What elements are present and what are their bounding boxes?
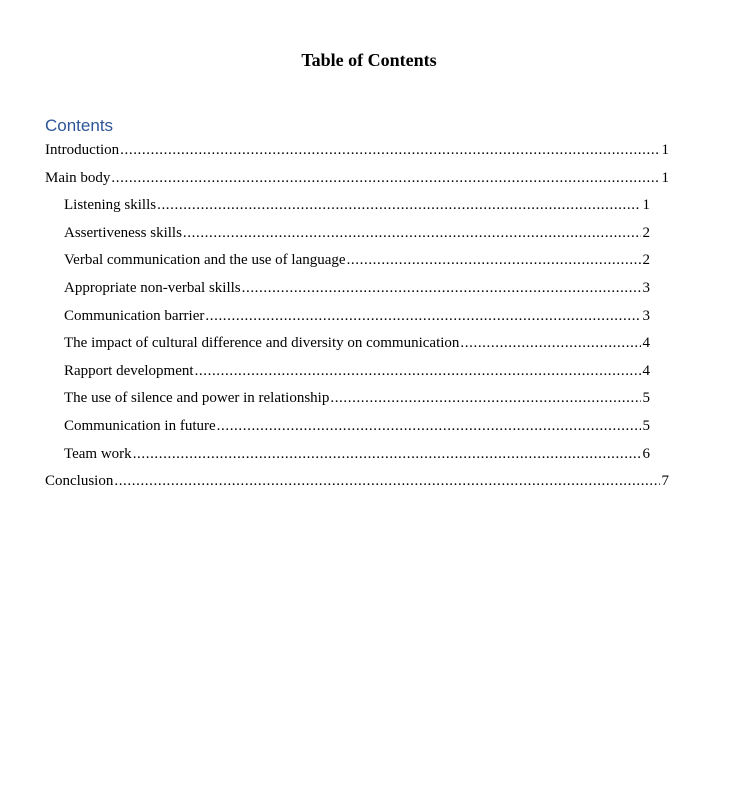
toc-entry-page-number: 4 bbox=[642, 335, 650, 352]
toc-entry-row bbox=[64, 387, 650, 409]
dot-leader bbox=[330, 387, 640, 409]
toc-entry-title: Appropriate non-verbal skills bbox=[64, 279, 241, 296]
toc-entry[interactable] bbox=[64, 222, 650, 250]
toc-entry-title: Main body bbox=[45, 169, 111, 186]
dot-leader bbox=[205, 305, 640, 327]
toc-entry-row bbox=[45, 167, 669, 189]
toc-entry[interactable] bbox=[64, 387, 650, 415]
toc-entry-page-number: 6 bbox=[642, 445, 650, 462]
dot-leader bbox=[111, 167, 659, 189]
toc-entry-title: Assertiveness skills bbox=[64, 224, 182, 241]
toc-entry[interactable] bbox=[64, 277, 650, 305]
dot-leader bbox=[183, 222, 641, 244]
dot-leader bbox=[157, 194, 640, 216]
toc-entry-title: Listening skills bbox=[64, 197, 157, 214]
toc-entry-page-number: 1 bbox=[661, 142, 669, 158]
toc-entry[interactable] bbox=[64, 443, 650, 471]
toc-entry[interactable] bbox=[64, 415, 650, 443]
toc-entry[interactable] bbox=[64, 360, 650, 388]
toc-entry[interactable] bbox=[64, 332, 650, 360]
dot-leader bbox=[347, 249, 641, 271]
toc-entry-row bbox=[64, 415, 650, 437]
toc-entry-title: Team work bbox=[64, 445, 132, 462]
toc-entry-title: Rapport development bbox=[64, 362, 194, 379]
toc-entry[interactable] bbox=[45, 167, 669, 195]
toc-entry-row bbox=[64, 443, 650, 465]
dot-leader bbox=[195, 360, 641, 382]
toc-entry-row bbox=[64, 194, 650, 216]
toc-entry-title: The impact of cultural difference and diversity on communication bbox=[64, 335, 460, 352]
toc-entry-page-number: 3 bbox=[642, 307, 650, 324]
dot-leader bbox=[217, 415, 641, 437]
table-of-contents bbox=[0, 139, 738, 498]
toc-entry-page-number: 4 bbox=[642, 362, 650, 379]
toc-entry-row bbox=[45, 470, 669, 492]
toc-entry-page-number: 3 bbox=[642, 279, 650, 296]
toc-entry-page-number: 7 bbox=[661, 473, 669, 490]
toc-entry-page-number: 2 bbox=[642, 224, 650, 241]
toc-entry[interactable] bbox=[64, 305, 650, 333]
dot-leader bbox=[133, 443, 641, 465]
toc-entry[interactable] bbox=[64, 194, 650, 222]
toc-entry-row bbox=[64, 222, 650, 244]
toc-entry-row bbox=[64, 277, 650, 299]
toc-entry-row bbox=[64, 249, 650, 271]
toc-entry-title: Conclusion bbox=[45, 473, 114, 490]
toc-entry[interactable] bbox=[64, 249, 650, 277]
toc-entry-title: Communication in future bbox=[64, 417, 216, 434]
toc-entry-title: The use of silence and power in relationship bbox=[64, 390, 330, 407]
dot-leader bbox=[114, 470, 659, 492]
toc-entry-title: Verbal communication and the use of language bbox=[64, 252, 346, 269]
toc-entry-page-number: 5 bbox=[642, 417, 650, 434]
toc-entry[interactable] bbox=[45, 139, 669, 167]
dot-leader bbox=[120, 139, 659, 161]
toc-heading: Contents bbox=[45, 116, 114, 135]
dot-leader bbox=[460, 332, 640, 354]
toc-entry-title: Communication barrier bbox=[64, 307, 205, 324]
toc-entry-page-number: 5 bbox=[642, 390, 650, 407]
toc-entry-row bbox=[45, 139, 669, 161]
toc-entry-page-number: 1 bbox=[642, 197, 650, 214]
dot-leader bbox=[242, 277, 641, 299]
toc-entry-row bbox=[64, 360, 650, 382]
toc-entry-page-number: 2 bbox=[642, 252, 650, 269]
toc-entry-row bbox=[64, 305, 650, 327]
toc-entry-page-number: 1 bbox=[661, 169, 669, 186]
page-title: Table of Contents bbox=[301, 50, 437, 70]
toc-entry-title: Introduction bbox=[45, 142, 120, 158]
toc-entry[interactable] bbox=[45, 470, 669, 498]
toc-entry-row bbox=[64, 332, 650, 354]
